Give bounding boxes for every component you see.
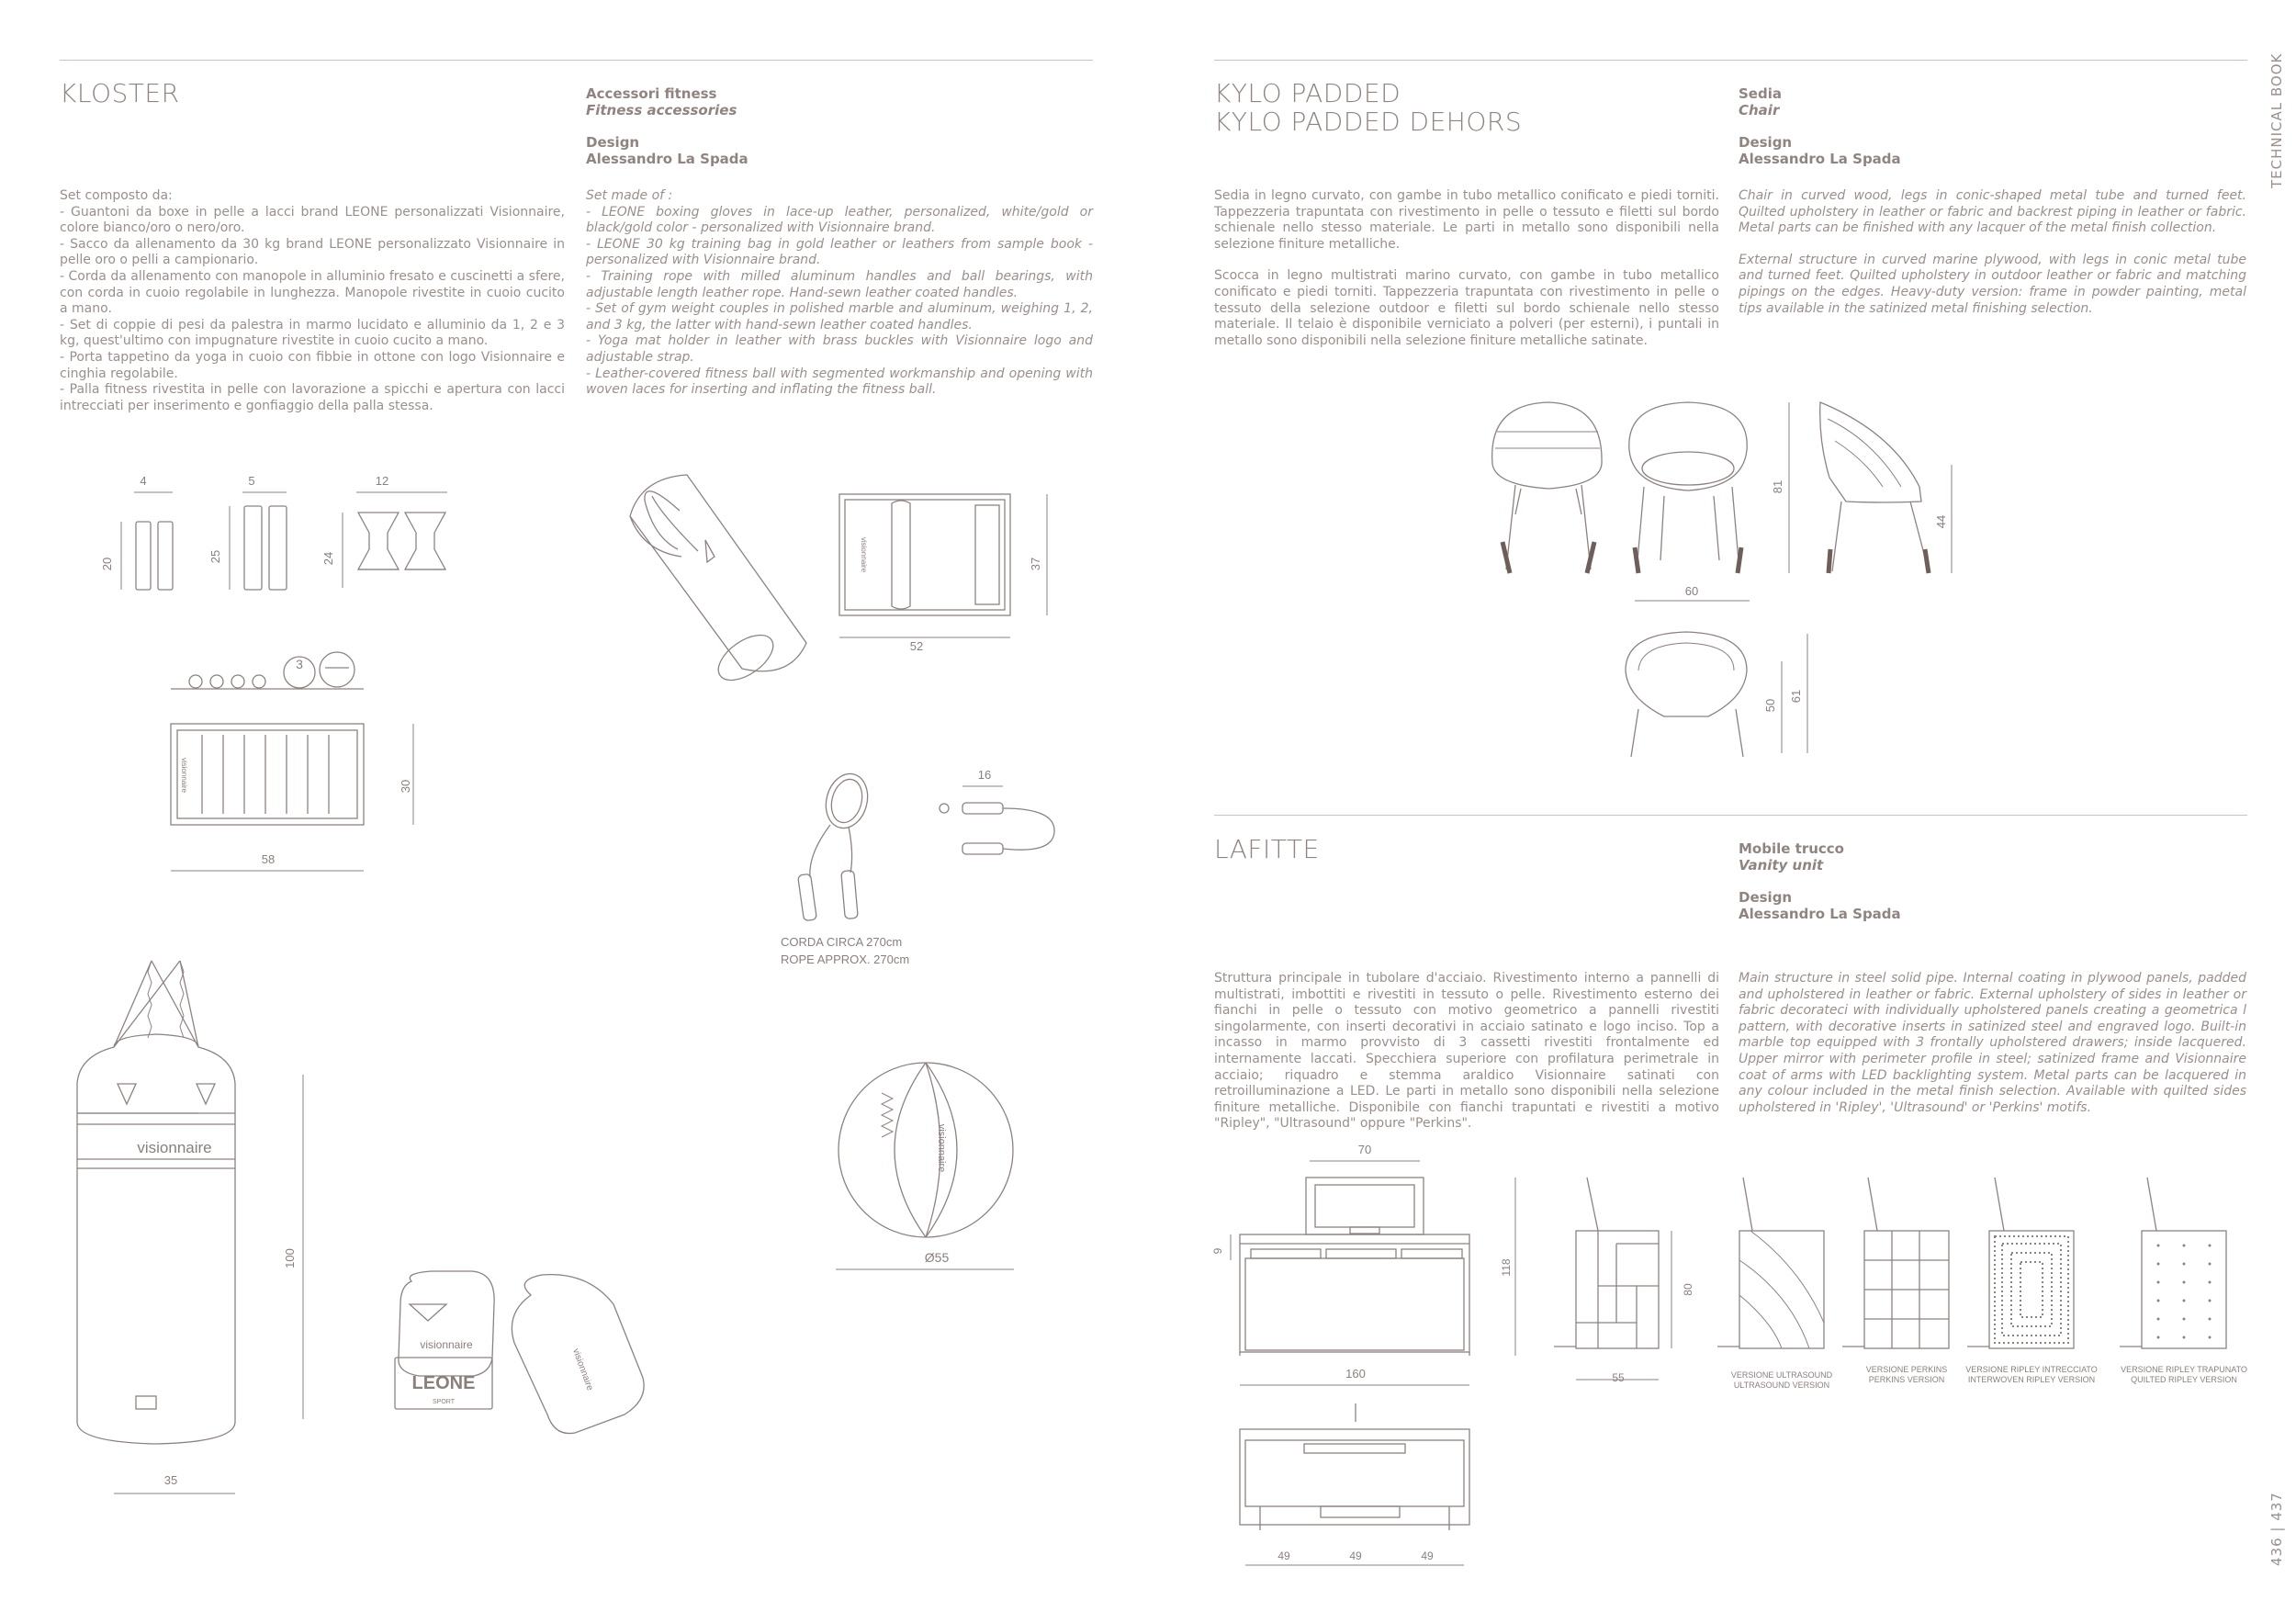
version-ripley-interwoven-en: INTERWOVEN RIPLEY VERSION (1967, 1375, 2096, 1384)
lafitte-vanity-front (1231, 1161, 1515, 1385)
dim-top-th: 9 (1211, 1247, 1224, 1255)
kylo-chair-side-view (1635, 402, 1952, 601)
kloster-desc-it-line: Set composto da: (60, 188, 173, 203)
lafitte-perkins-version (1842, 1178, 1949, 1348)
version-perkins-it: VERSIONE PERKINS (1865, 1365, 1948, 1374)
dim-total-h: 118 (1500, 1258, 1513, 1277)
kylo-chair-top-view (1626, 632, 1807, 757)
dim-bag-h: 100 (283, 1248, 297, 1268)
kloster-desc-en-line: - Yoga mat holder in leather with brass buckles with Visionnaire logo and adjustable strap. (586, 333, 1093, 365)
yoga-mat-labels (860, 537, 1042, 653)
jump-rope (798, 769, 1054, 920)
weights-rack (171, 652, 413, 871)
kloster-desc-it-line: - Corda da allenamento con manopole in alluminio fresato e cuscinetti a sfere, con corda in cuoio regolabile in lunghezza. Manopole rivestite in cuoio cucito a mano. (60, 268, 565, 317)
kloster-category-en: Fitness accessories (586, 102, 737, 118)
yoga-mat-roll (630, 475, 806, 689)
weight-3kg-label: 3 (296, 657, 303, 671)
punching-bag-labels (137, 1139, 297, 1487)
dim-d1: 49 (1277, 1550, 1290, 1562)
kylo-title-line-2: KYLO PADDED DEHORS (1214, 107, 1523, 137)
kloster-desc-it-line: - Palla fitness rivestita in pelle con lavorazione a spicchi e apertura con lacci intrecciati per inserimento e gonfiaggio della palla stessa. (60, 382, 565, 413)
kloster-designer: Alessandro La Spada (586, 151, 748, 167)
kylo-desc-en-para: External structure in curved marine plywood, with legs in conic metal tube and turned feet. Quilted upholstery in outdoor leather or fabric and matching pipings on the edges. Heavy-duty version: frame in powder painting, metal tips available in the satinized metal finishing selection. (1739, 252, 2246, 316)
lafitte-category-it: Mobile trucco (1739, 840, 1844, 857)
version-perkins-en: PERKINS VERSION (1868, 1375, 1945, 1384)
kylo-chair-front-view (1492, 402, 1602, 573)
dim-side-h: 80 (1682, 1283, 1694, 1296)
kloster-desc-it-line: - Porta tappetino da yoga in cuoio con fibbie in ottone con logo Visionnaire e cinghia regolabile. (60, 349, 565, 381)
kloster-desc-en-line: - Training rope with milled aluminum handles and ball bearings, with adjustable length leather rope. Hand-sewn leather coated handles. (586, 268, 1093, 300)
lafitte-design-label: Design (1739, 889, 1793, 906)
glove-sport-text: SPORT (433, 1399, 455, 1405)
kloster-title: KLOSTER (60, 78, 180, 108)
mat-brand-text: visionnaire (860, 536, 868, 573)
kylo-designer: Alessandro La Spada (1739, 151, 1901, 167)
dim-d2: 49 (1349, 1550, 1362, 1562)
page-numbers: 436 | 437 (2268, 1492, 2285, 1566)
dim-h2: 25 (208, 549, 222, 564)
lafitte-top-labels (1277, 1550, 1434, 1562)
kloster-desc-en-line: - Set of gym weight couples in polished marble and aluminum, weighing 1, 2, and 3 kg, the latter with hand-sewn leather coated handles. (586, 301, 1093, 332)
lafitte-ripley-interwoven-version (1967, 1178, 2074, 1348)
kloster-desc-it-line: - Sacco da allenamento da 30 kg brand LEONE personalizzato Visionnaire in pelle oro o pelli a campionario. (60, 236, 565, 268)
punching-bag (77, 961, 303, 1493)
kylo-dimension-labels (1685, 480, 1948, 712)
dim-kylo-height: 81 (1771, 479, 1784, 494)
ball-brand-text: visionnaire (936, 1123, 947, 1173)
version-ripley-quilted-it: VERSIONE RIPLEY TRAPUNATO (2121, 1365, 2247, 1374)
kylo-chair-angled-view (1629, 402, 1747, 573)
boxing-gloves (395, 1271, 644, 1434)
yoga-mat-flat (839, 494, 1047, 637)
kylo-desc-it-para: Sedia in legno curvato, con gambe in tubo metallico conificato e piedi torniti. Tappezzeria trapuntata con rivestimento in pelle o tessuto e filetti sul bordo schienale nello stesso materiale. Le parti in metallo sono disponibili nella selezione finiture metalliche. (1214, 188, 1719, 252)
rack-brand-text: visionnaire (180, 757, 188, 794)
dim-rope-w: 16 (977, 768, 992, 782)
lafitte-ripley-quilted-version (2120, 1178, 2226, 1348)
dim-length: 160 (1345, 1367, 1366, 1381)
kloster-desc-en-line: - Leather-covered fitness ball with segmented workmanship and opening with woven laces for inserting and inflating the fitness ball. (586, 366, 1093, 398)
dim-mat-h: 37 (1029, 557, 1042, 571)
glove2-brand-text: visionnaire (570, 1347, 595, 1392)
lafitte-description-it: Struttura principale in tubolare d'acciaio. Rivestimento interno a pannelli di multistrati, imbottiti e rivestiti in tessuto o pelle. Rivestimento esterno dei fianchi in pelle o tessuto con motivo geometrico a pannelli rivestiti singolarmente, con inserti decorativi in acciaio satinato e logo inciso. Top a incasso in marmo provvisto di 3 cassetti rivestiti frontalmente ed internamente laccati. Specchiera superiore con profilatura perimetrale in acciaio; riquadro e stemma araldico Visionnaire satinati con retroilluminazione a LED. Le parti in metallo sono disponibili nella selezione finiture metalliche. Disponibile con fianchi trapuntati e rivestiti a motivo "Ripley", "Ultrasound" oppure "Perkins". (1214, 971, 1719, 1132)
glove-leone-text: LEONE (411, 1373, 476, 1393)
kylo-desc-en-para: Chair in curved wood, legs in conic-shaped metal tube and turned feet. Quilted upholstery in leather or fabric and backrest piping in leather or fabric. Metal parts can be finished with any lacquer of the metal finish collection. (1739, 188, 2246, 236)
version-ultrasound-en: ULTRASOUND VERSION (1733, 1381, 1830, 1390)
kylo-desc-it-para: Scocca in legno multistrati marino curvato, con gambe in tubo metallico conificato e piedi torniti. Tappezzeria trapuntata con rivestimento in pelle o tessuto della selezione outdoor e filetti sul bordo schienale nello stesso materiale. Il telaio è disponibile verniciato a polveri (per esterni), i puntali in metallo sono disponibili nella selezione finiture metalliche satinate. (1214, 268, 1719, 348)
glove-brand-text: visionnaire (420, 1338, 473, 1351)
dim-rack-w: 58 (261, 852, 276, 866)
kloster-design-label: Design (586, 134, 640, 151)
kylo-title-line-1: KYLO PADDED (1214, 78, 1401, 108)
kloster-desc-en-line: - LEONE boxing gloves in lace-up leather, personalized, white/gold or black/gold color - personalized with Visionnaire brand. (586, 204, 1093, 236)
dumbbells-front-view (121, 492, 447, 590)
dim-side-w: 55 (1612, 1371, 1625, 1384)
kloster-desc-it-line: - Set di coppie di pesi da palestra in marmo lucidato e alluminio da 1, 2 e 3 kg, quest'ultimo con impugnature rivestite in cuoio cucito a mano. (60, 317, 565, 349)
lafitte-ultrasound-version (1717, 1178, 1824, 1348)
lafitte-side-base (1554, 1178, 1671, 1380)
lafitte-category-en: Vanity unit (1739, 857, 1824, 873)
dim-kylo-seat: 44 (1934, 514, 1948, 529)
kloster-desc-en-line: Set made of : (586, 188, 673, 203)
rope-note-en: ROPE APPROX. 270cm (781, 952, 910, 966)
kylo-category-it: Sedia (1739, 85, 1782, 102)
dim-ball-d: Ø55 (924, 1250, 950, 1265)
kloster-desc-en-line: - LEONE 30 kg training bag in gold leather or leathers from sample book - personalized with Visionnaire brand. (586, 236, 1093, 268)
kloster-desc-it-line: - Guantoni da boxe in pelle a lacci brand LEONE personalizzati Visionnaire, colore bianco/oro o nero/oro. (60, 204, 565, 236)
lafitte-title: LAFITTE (1214, 834, 1320, 864)
dim-w2: 5 (248, 474, 255, 488)
version-ultrasound-it: VERSIONE ULTRASOUND (1730, 1370, 1833, 1380)
rope-note-it: CORDA CIRCA 270cm (781, 935, 903, 949)
dim-w1: 4 (140, 474, 147, 488)
lafitte-description-en: Main structure in steel solid pipe. Internal coating in plywood panels, padded and upholstered in leather or fabric. External upholstery of sides in leather or fabric decorateci with individually upholstered panels creating a geometrica l pattern, with decorative inserts in satinized steel and engraved logo. Built-in marble top equipped with 3 frontally upholstered drawers; inside lacquered. Upper mirror with perimeter profile in steel; satinized frame and Visionnaire coat of arms with LED backlighting system. Metal parts can be lacquered in any colour included in the metal finish selection. Available with quilted sides upholstered in 'Ripley', 'Ultrasound' or 'Perkins' motifs. (1739, 971, 2246, 1115)
lafitte-vanity-top (1240, 1403, 1469, 1565)
kylo-design-label: Design (1739, 134, 1793, 151)
dim-h3: 24 (321, 551, 335, 566)
dim-w3: 12 (375, 474, 389, 488)
fitness-ball (836, 1063, 1014, 1269)
dim-rack-h: 30 (399, 779, 412, 794)
lafitte-side-labels (1612, 1283, 2247, 1390)
jump-rope-labels (781, 768, 991, 966)
lafitte-designer: Alessandro La Spada (1739, 906, 1901, 922)
bag-brand-text: visionnaire (137, 1139, 212, 1156)
dim-kylo-depth-1: 50 (1763, 698, 1777, 713)
dim-kylo-width: 60 (1684, 584, 1699, 598)
dim-kylo-depth-2: 61 (1789, 689, 1803, 704)
dim-d3: 49 (1421, 1550, 1434, 1562)
version-ripley-interwoven-it: VERSIONE RIPLEY INTRECCIATO (1965, 1365, 2098, 1374)
kloster-category-it: Accessori fitness (586, 85, 717, 102)
dim-bag-w: 35 (163, 1473, 178, 1487)
version-ripley-quilted-en: QUILTED RIPLEY VERSION (2131, 1375, 2237, 1384)
dim-mirror-w: 70 (1357, 1143, 1372, 1156)
dim-mat-w: 52 (909, 639, 924, 653)
lafitte-front-labels (1211, 1143, 1513, 1381)
dim-h1: 20 (100, 557, 114, 571)
technical-book-label: TECHNICAL BOOK (2268, 52, 2285, 188)
kylo-category-en: Chair (1739, 102, 1780, 118)
boxing-gloves-labels (412, 1338, 595, 1405)
